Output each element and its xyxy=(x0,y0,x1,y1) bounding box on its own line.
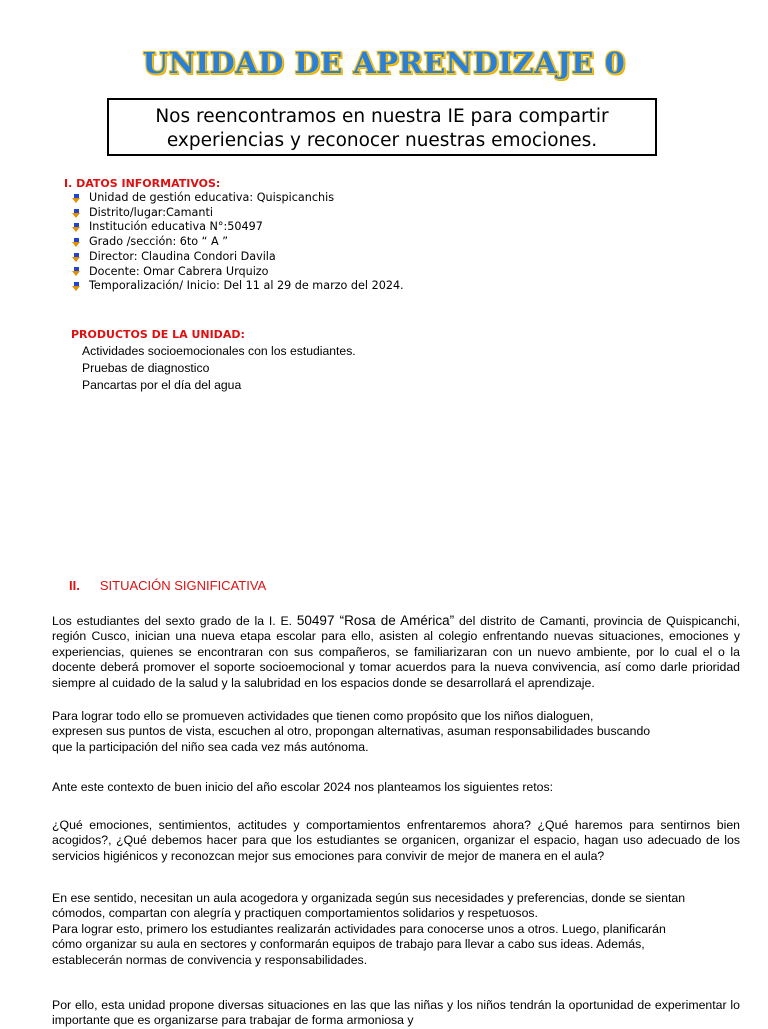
arrow-bullet-icon xyxy=(72,194,81,203)
arrow-bullet-icon xyxy=(72,223,81,232)
paragraph-3: Ante este contexto de buen inicio del año escolar 2024 nos planteamos los siguientes retos: xyxy=(52,780,554,794)
datos-item-text: Institución educativa N°:50497 xyxy=(89,220,263,234)
paragraph-line: que la participación del niño sea cada vez más autónoma. xyxy=(52,739,369,754)
section-title: SITUACIÓN SIGNIFICATIVA xyxy=(99,578,267,593)
datos-item-text: Director: Claudina Condori Davila xyxy=(89,249,276,263)
list-item xyxy=(72,250,404,265)
unit-subtitle-box xyxy=(107,98,657,156)
arrow-bullet-icon xyxy=(72,267,81,276)
paragraph-line: cómodos, compartan con alegría y practiquen comportamientos solidarios y respetuosos. xyxy=(52,906,538,921)
list-item xyxy=(72,206,404,221)
section-number: II. xyxy=(69,578,80,593)
arrow-bullet-icon xyxy=(72,238,81,247)
arrow-bullet-icon xyxy=(72,253,81,262)
datos-item-text: Temporalización/ Inicio: Del 11 al 29 de marzo del 2024. xyxy=(89,279,404,293)
list-item xyxy=(72,265,404,280)
paragraph-line: Para lograr esto, primero los estudiantes realizarán actividades para conocerse unos a otros. Luego, planificarán xyxy=(52,921,666,936)
paragraph-line: cómo organizar su aula en sectores y conformarán equipos de trabajo para llevar a cabo sus ideas. Además, xyxy=(52,937,645,952)
paragraph-text: Los estudiantes del sexto grado de la I. E. xyxy=(52,614,297,628)
paragraph-5 xyxy=(52,891,740,968)
arrow-bullet-icon xyxy=(72,282,81,291)
productos-heading: PRODUCTOS DE LA UNIDAD: xyxy=(71,328,245,341)
paragraph-line: En ese sentido, necesitan un aula acogedora y organizada según sus necesidades y preferencias, donde se sientan xyxy=(52,891,686,905)
paragraph-4: ¿Qué emociones, sentimientos, actitudes y comportamientos enfrentaremos ahora? ¿Qué haremos para sentirnos bien acogidos?, ¿Qué debemos hacer para que los estudiantes se organicen, organizar el espacio, hagan uso adecuado de los servicios higiénicos y reconozcan mejor sus emociones para convivir de mejor de manera en el aula? xyxy=(52,818,740,863)
datos-item-text: Grado /sección: 6to “ A ” xyxy=(89,235,229,249)
productos-list xyxy=(82,343,356,394)
datos-item-text: Docente: Omar Cabrera Urquizo xyxy=(89,264,269,278)
datos-list xyxy=(72,191,404,294)
datos-heading: I. DATOS INFORMATIVOS: xyxy=(64,177,221,190)
paragraph-6: Por ello, esta unidad propone diversas situaciones en las que las niñas y los niños tendrán la oportunidad de experimentar lo importante que es organizarse para trabajar de forma armoniosa y xyxy=(52,998,740,1028)
list-item xyxy=(72,235,404,250)
list-item xyxy=(72,279,404,294)
list-item xyxy=(72,220,404,235)
paragraph-line: expresen sus puntos de vista, escuchen al otro, propongan alternativas, asuman responsabilidades buscando xyxy=(52,724,651,739)
datos-item-text: Unidad de gestión educativa: Quispicanchis xyxy=(89,191,335,204)
list-item xyxy=(72,191,404,206)
unit-title: UNIDAD DE APRENDIZAJE 0 xyxy=(142,46,626,80)
section-heading-situacion xyxy=(69,578,266,593)
paragraph-line: establecerán normas de convivencia y responsabilidades. xyxy=(52,952,368,967)
arrow-bullet-icon xyxy=(72,209,81,218)
list-item: Pruebas de diagnostico xyxy=(82,361,210,375)
unit-subtitle: Nos reencontramos en nuestra IE para compartir experiencias y reconocer nuestras emociones. xyxy=(155,106,609,151)
paragraph-text: del distrito de Camanti, provincia de Quispicanchi, región Cusco, inician una nueva etapa escolar para ello, asisten al colegio enfrentando nuevas situaciones, emociones y experiencias, quienes se encontraran con sus compañeros, se familiarizaran con un nuevo ambiente, por lo cual el o la docente deberá promover el soporte socioemocional y tomar acuerdos para la nueva convivencia, así como darle prioridad siempre al cuidado de la salud y la salubridad en los espacios donde se desarrollará el aprendizaje. xyxy=(52,614,740,690)
list-item: Pancartas por el día del agua xyxy=(82,378,242,392)
paragraph-1 xyxy=(52,613,740,691)
paragraph-2 xyxy=(52,709,740,755)
datos-item-text: Distrito/lugar:Camanti xyxy=(89,205,213,219)
paragraph-line: Para lograr todo ello se promueven actividades que tienen como propósito que los niños dialoguen, xyxy=(52,709,594,723)
list-item: Actividades socioemocionales con los estudiantes. xyxy=(82,344,356,358)
school-name: 50497 “Rosa de América” xyxy=(296,613,455,628)
